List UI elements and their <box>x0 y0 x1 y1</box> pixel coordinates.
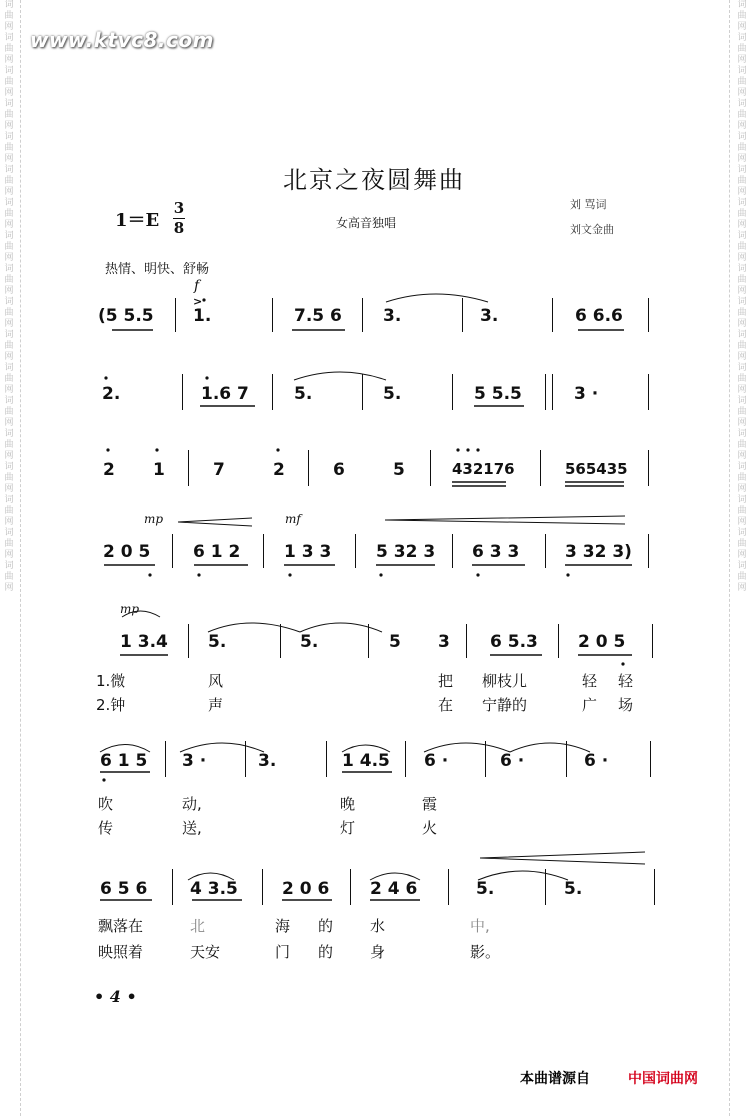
lyric: 中, <box>470 917 490 935</box>
measure: 3 · <box>182 751 207 771</box>
lyric: 声 <box>208 696 224 714</box>
measure: 6 5 6 <box>100 879 148 899</box>
lyric: 传 <box>98 819 114 837</box>
measure: 2 0 6 <box>282 879 330 899</box>
lyric: 晚 <box>340 795 356 813</box>
song-title: 北京之夜圆舞曲 <box>283 166 465 194</box>
measure: 5. <box>476 879 495 899</box>
measure: 1 3 3 <box>284 542 332 562</box>
lyric: 水 <box>370 917 386 935</box>
lyric: 动, <box>182 795 202 813</box>
measure: 565435 <box>565 460 628 478</box>
left-side-watermark: 词曲网词曲网词曲网词曲网词曲网词曲网词曲网词曲网词曲网词曲网词曲网词曲网词曲网词曲网词曲网词曲网词曲网词曲网 <box>4 0 14 593</box>
dynamic-mf: mf <box>285 512 301 526</box>
accent-mark: > <box>193 295 203 308</box>
measure: 432176 <box>452 460 515 478</box>
measure: 5 <box>389 632 401 652</box>
key-signature: 1＝E <box>115 210 160 231</box>
measure: 2 4 6 <box>370 879 418 899</box>
measure: 6 6.6 <box>575 306 623 326</box>
crescendo-hairpin-3 <box>480 852 645 864</box>
measure: 5. <box>208 632 227 652</box>
lyric: 北 <box>190 917 206 935</box>
dynamic-mp-2: mp <box>120 602 140 616</box>
tempo-marking: 热情、明快、舒畅 <box>105 262 210 277</box>
measure: 6 · <box>500 751 525 771</box>
lyric: 广 <box>582 696 598 714</box>
lyric: 把 <box>438 672 454 690</box>
measure: 1 <box>153 460 165 480</box>
composer-credit: 刘文金曲 <box>570 223 614 236</box>
lyric: 宁静的 <box>482 696 528 714</box>
measure: 2. <box>102 384 121 404</box>
measure: 4 3.5 <box>190 879 238 899</box>
measure: 5 32 3 <box>376 542 436 562</box>
time-top: 3 <box>173 199 185 217</box>
lyric: 霞 <box>422 795 438 813</box>
lyric: 1.微 <box>96 672 126 690</box>
lyric: 火 <box>422 819 438 837</box>
lyric: 天安 <box>190 943 221 961</box>
lyric: 风 <box>208 672 224 690</box>
measure: 6 · <box>584 751 609 771</box>
measure: 3. <box>383 306 402 326</box>
measure: 5 <box>393 460 405 480</box>
measure: 2 0 5 <box>578 632 626 652</box>
dynamic-forte: f <box>194 278 200 294</box>
lyric: 门 <box>275 943 291 961</box>
measure: 2 <box>273 460 285 480</box>
measure: 3 32 3) <box>565 542 632 562</box>
measure: 5. <box>300 632 319 652</box>
site-link[interactable]: 中国词曲网 <box>628 1071 698 1087</box>
measure: 1. <box>193 306 212 326</box>
lyric: 的 <box>318 917 334 935</box>
lyric: 映照着 <box>98 943 144 961</box>
measure: 6 1 5 <box>100 751 148 771</box>
measure: 3. <box>258 751 277 771</box>
measure: 5. <box>294 384 313 404</box>
performer: 女高音独唱 <box>336 216 397 230</box>
tie-row1 <box>386 294 488 302</box>
measure: 1 3.4 <box>120 632 168 652</box>
lyric: 轻 <box>582 672 598 690</box>
lyric: 影。 <box>470 943 501 961</box>
measure: 5. <box>564 879 583 899</box>
measure: 6 <box>333 460 345 480</box>
measure: 1 4.5 <box>342 751 390 771</box>
lyricist-credit: 刘 骂词 <box>570 198 607 211</box>
lyric: 轻 <box>618 672 634 690</box>
tie-row5b <box>300 623 382 632</box>
measure: 2 <box>103 460 115 480</box>
right-side-watermark: 词曲网词曲网词曲网词曲网词曲网词曲网词曲网词曲网词曲网词曲网词曲网词曲网词曲网词曲网词曲网词曲网词曲网词曲网 <box>737 0 747 593</box>
lyric: 飘落在 <box>98 917 144 935</box>
measure: 6 · <box>424 751 449 771</box>
crescendo-hairpin-1 <box>178 518 252 526</box>
crescendo-hairpin-2 <box>385 516 625 524</box>
measure: 3 <box>438 632 450 652</box>
measure: (5 5.5 <box>98 306 154 326</box>
measure: 3 · <box>574 384 599 404</box>
lyric: 吹 <box>98 795 114 813</box>
lyric: 场 <box>618 696 634 714</box>
slur-row5 <box>122 611 160 617</box>
measure: 1.6 7 <box>201 384 249 404</box>
measure: 5. <box>383 384 402 404</box>
dynamic-mp-1: mp <box>144 512 164 526</box>
lyric: 身 <box>370 943 386 961</box>
measure: 6 1 2 <box>193 542 241 562</box>
lyric: 灯 <box>340 819 356 837</box>
tie-row2 <box>294 372 386 380</box>
tie-row5a <box>208 623 300 632</box>
measure: 7.5 6 <box>294 306 342 326</box>
page-number: • 4 • <box>94 987 137 1006</box>
lyric: 柳枝儿 <box>482 672 528 690</box>
measure: 2 0 5 <box>103 542 151 562</box>
lyric: 2.钟 <box>96 696 126 714</box>
measure: 5 5.5 <box>474 384 522 404</box>
measure: 3. <box>480 306 499 326</box>
measure: 6 3 3 <box>472 542 520 562</box>
source-label: 本曲谱源自 <box>520 1071 590 1087</box>
measure: 7 <box>213 460 225 480</box>
measure: 6 5.3 <box>490 632 538 652</box>
lyric: 海 <box>275 917 291 935</box>
time-bottom: 8 <box>173 219 185 237</box>
lyric: 在 <box>438 696 454 714</box>
lyric: 的 <box>318 943 334 961</box>
lyric: 送, <box>182 819 202 837</box>
site-watermark: www.ktvc8.com <box>30 28 214 52</box>
